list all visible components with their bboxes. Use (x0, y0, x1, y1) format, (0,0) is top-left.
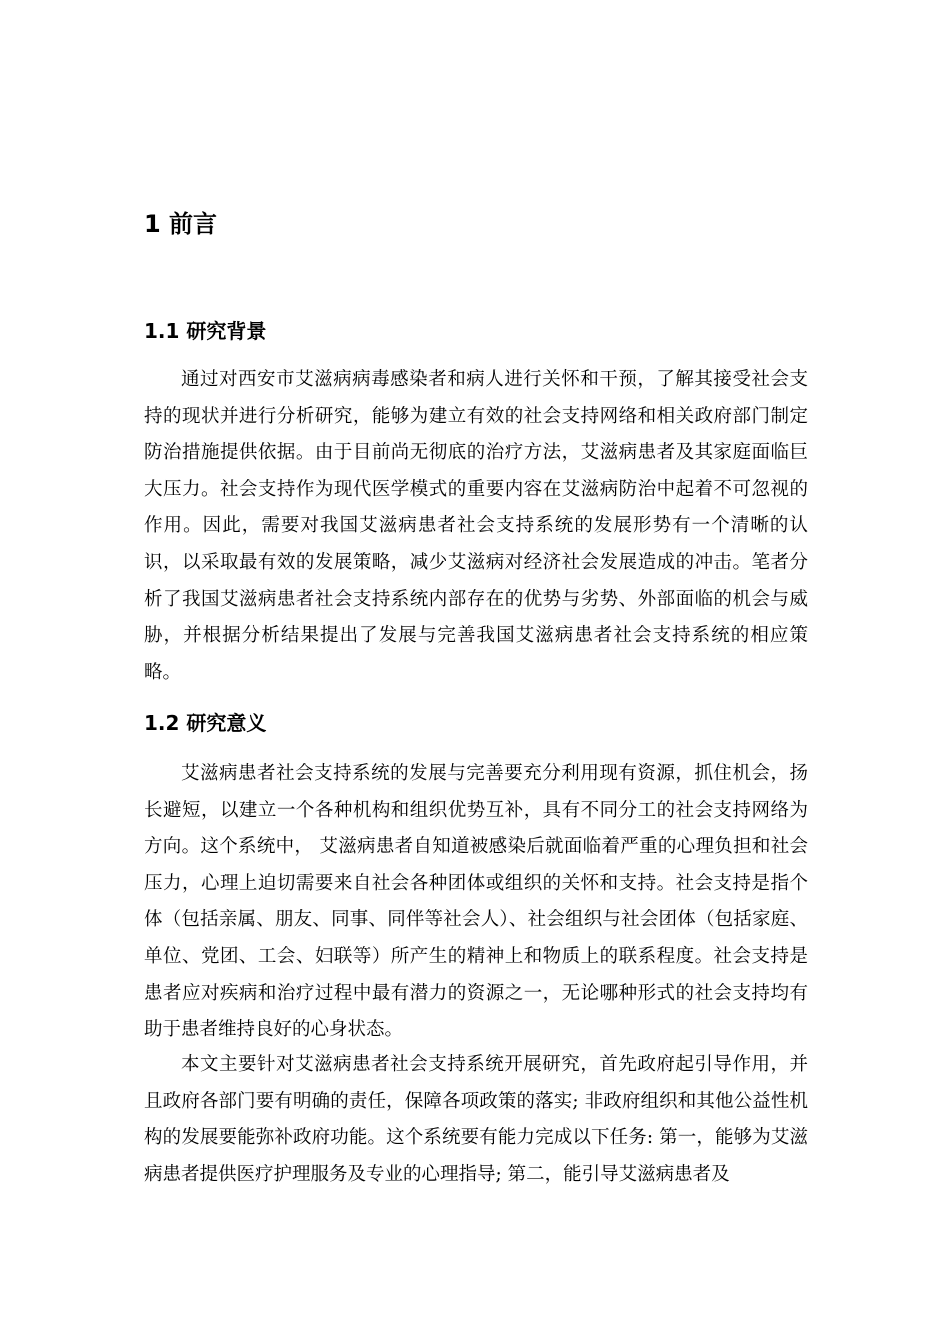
section-heading-research-background: 1.1 研究背景 (144, 319, 267, 343)
chapter-title: 1 前言 (144, 210, 218, 238)
paragraph-research-background: 通过对西安市艾滋病病毒感染者和病人进行关怀和干预，了解其接受社会支持的现状并进行分析研究，能够为建立有效的社会支持网络和相关政府部门制定防治措施提供依据。由于目前尚无彻底的治疗方法，艾滋病患者及其家庭面临巨大压力。社会支持作为现代医学模式的重要内容在艾滋病防治中起着不可忽视的作用。因此，需要对我国艾滋病患者社会支持系统的发展形势有一个清晰的认识，以采取最有效的发展策略，减少艾滋病对经济社会发展造成的冲击。笔者分析了我国艾滋病患者社会支持系统内部存在的优势与劣势、外部面临的机会与威胁，并根据分析结果提出了发展与完善我国艾滋病患者社会支持系统的相应策略。 (144, 369, 808, 683)
section-heading-research-significance: 1.2 研究意义 (144, 711, 267, 735)
paragraph-research-significance-1: 艾滋病患者社会支持系统的发展与完善要充分利用现有资源，抓住机会，扬长避短，以建立一个各种机构和组织优势互补，具有不同分工的社会支持网络为方向。这个系统中， 艾滋病患者自知道被感染后就面临着严重的心理负担和社会压力，心理上迫切需要来自社会各种团体或组织的关怀和支持。社会支持是指个体（包括亲属、朋友、同事、同伴等社会人）、社会组织与社会团体（包括家庭、单位、党团、工会、妇联等）所产生的精神上和物质上的联系程度。社会支持是患者应对疾病和治疗过程中最有潜力的资源之一，无论哪种形式的社会支持均有助于患者维持良好的心身状态。 (144, 763, 808, 1041)
paragraph-research-significance-2: 本文主要针对艾滋病患者社会支持系统开展研究，首先政府起引导作用，并且政府各部门要有明确的责任，保障各项政策的落实; 非政府组织和其他公益性机构的发展要能弥补政府功能。这个系统要有能力完成以下任务: 第一，能够为艾滋病患者提供医疗护理服务及专业的心理指导; 第二，能引导艾滋病患者及 (144, 1054, 808, 1185)
